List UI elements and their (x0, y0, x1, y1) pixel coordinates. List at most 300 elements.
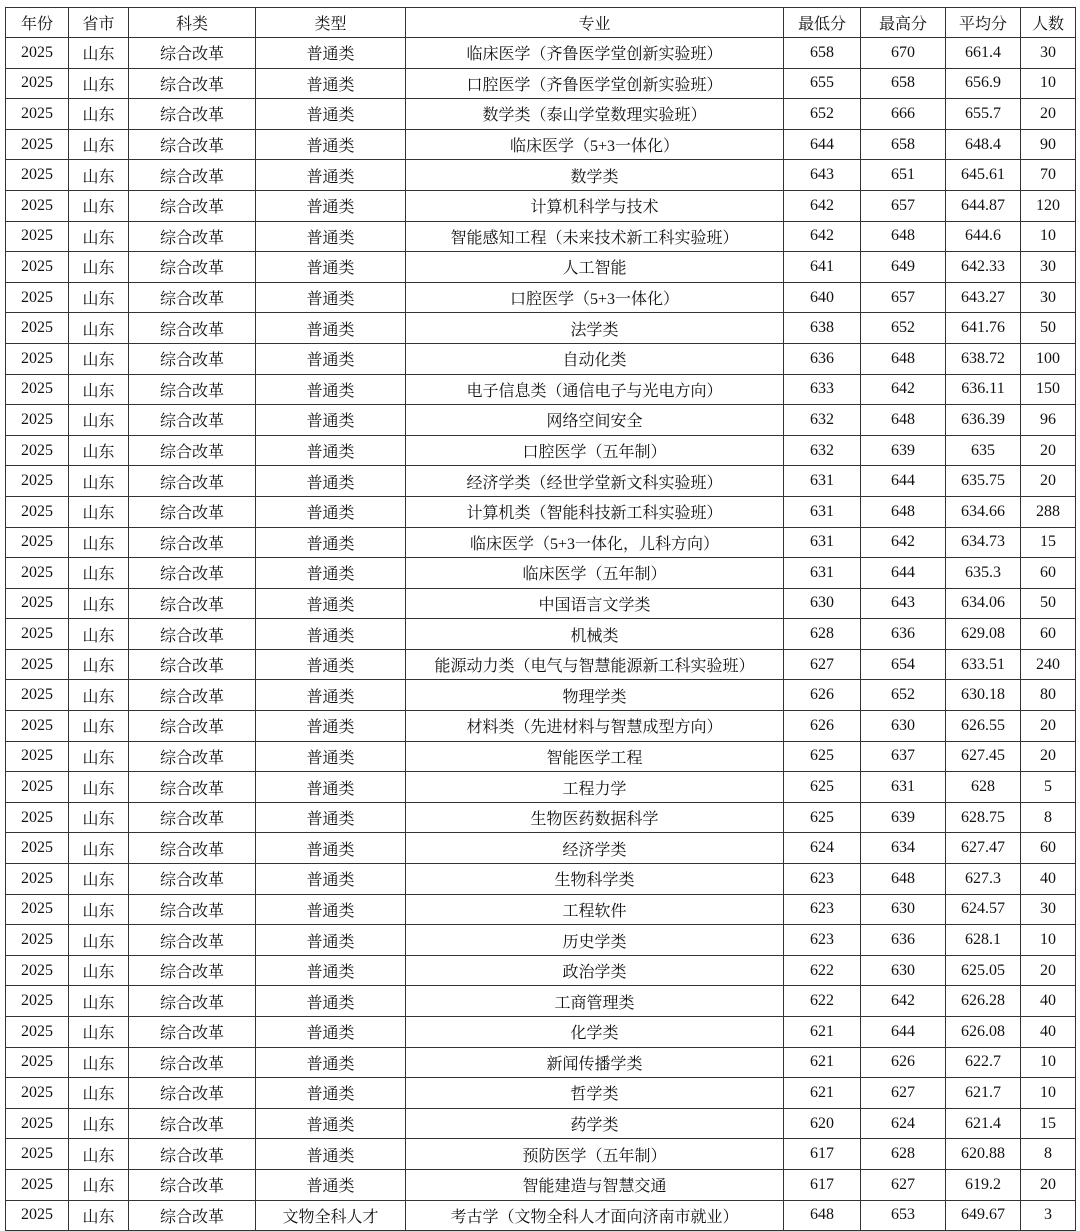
cell-max-score: 651 (861, 160, 946, 191)
table-row (6, 864, 1076, 895)
cell-subject-type: 综合改革 (129, 313, 256, 344)
cell-min-score: 621 (784, 1078, 861, 1109)
cell-category: 普通类 (256, 190, 406, 221)
cell-subject-type: 综合改革 (129, 190, 256, 221)
cell-province: 山东 (69, 190, 129, 221)
cell-major: 中国语言文学类 (406, 588, 784, 619)
cell-subject-type: 综合改革 (129, 38, 256, 69)
cell-min-score: 617 (784, 1169, 861, 1200)
cell-count: 10 (1021, 1078, 1076, 1109)
cell-max-score: 630 (861, 955, 946, 986)
cell-year: 2025 (6, 1169, 69, 1200)
cell-avg-score: 624.57 (946, 894, 1021, 925)
table-row (6, 1078, 1076, 1109)
cell-max-score: 657 (861, 282, 946, 313)
table-row (6, 1139, 1076, 1170)
cell-province: 山东 (69, 955, 129, 986)
cell-avg-score: 649.67 (946, 1200, 1021, 1231)
cell-category: 普通类 (256, 619, 406, 650)
cell-count: 10 (1021, 221, 1076, 252)
cell-max-score: 657 (861, 190, 946, 221)
cell-year: 2025 (6, 558, 69, 589)
cell-subject-type: 综合改革 (129, 282, 256, 313)
cell-province: 山东 (69, 588, 129, 619)
cell-year: 2025 (6, 190, 69, 221)
cell-max-score: 648 (861, 343, 946, 374)
cell-province: 山东 (69, 1078, 129, 1109)
cell-province: 山东 (69, 221, 129, 252)
cell-avg-score: 644.6 (946, 221, 1021, 252)
cell-major: 智能医学工程 (406, 741, 784, 772)
cell-min-score: 642 (784, 221, 861, 252)
cell-year: 2025 (6, 496, 69, 527)
cell-max-score: 639 (861, 802, 946, 833)
column-header-category: 类型 (256, 8, 406, 38)
cell-year: 2025 (6, 894, 69, 925)
cell-min-score: 623 (784, 894, 861, 925)
cell-avg-score: 628.75 (946, 802, 1021, 833)
cell-year: 2025 (6, 772, 69, 803)
cell-subject-type: 综合改革 (129, 1200, 256, 1231)
cell-max-score: 624 (861, 1108, 946, 1139)
cell-category: 普通类 (256, 527, 406, 558)
cell-min-score: 636 (784, 343, 861, 374)
cell-major: 物理学类 (406, 680, 784, 711)
cell-avg-score: 622.7 (946, 1047, 1021, 1078)
cell-category: 普通类 (256, 741, 406, 772)
cell-year: 2025 (6, 68, 69, 99)
cell-avg-score: 638.72 (946, 343, 1021, 374)
cell-avg-score: 655.7 (946, 99, 1021, 130)
cell-max-score: 670 (861, 38, 946, 69)
cell-major: 口腔医学（5+3一体化） (406, 282, 784, 313)
cell-year: 2025 (6, 711, 69, 742)
cell-min-score: 638 (784, 313, 861, 344)
cell-count: 10 (1021, 1047, 1076, 1078)
cell-min-score: 658 (784, 38, 861, 69)
cell-min-score: 623 (784, 925, 861, 956)
cell-major: 临床医学（5+3一体化） (406, 129, 784, 160)
cell-max-score: 626 (861, 1047, 946, 1078)
cell-max-score: 631 (861, 772, 946, 803)
cell-min-score: 632 (784, 405, 861, 436)
cell-major: 经济学类（经世学堂新文科实验班） (406, 466, 784, 497)
cell-year: 2025 (6, 680, 69, 711)
cell-max-score: 636 (861, 619, 946, 650)
cell-category: 普通类 (256, 833, 406, 864)
cell-count: 50 (1021, 588, 1076, 619)
cell-year: 2025 (6, 1200, 69, 1231)
cell-subject-type: 综合改革 (129, 405, 256, 436)
cell-category: 普通类 (256, 588, 406, 619)
cell-max-score: 628 (861, 1139, 946, 1170)
cell-year: 2025 (6, 619, 69, 650)
cell-province: 山东 (69, 1139, 129, 1170)
table-header-row (6, 8, 1076, 38)
cell-province: 山东 (69, 129, 129, 160)
cell-count: 150 (1021, 374, 1076, 405)
cell-max-score: 658 (861, 129, 946, 160)
cell-avg-score: 656.9 (946, 68, 1021, 99)
cell-category: 普通类 (256, 68, 406, 99)
cell-max-score: 630 (861, 894, 946, 925)
cell-province: 山东 (69, 405, 129, 436)
cell-major: 计算机类（智能科技新工科实验班） (406, 496, 784, 527)
cell-avg-score: 625.05 (946, 955, 1021, 986)
cell-count: 20 (1021, 741, 1076, 772)
cell-min-score: 641 (784, 252, 861, 283)
cell-major: 化学类 (406, 1017, 784, 1048)
cell-count: 40 (1021, 1017, 1076, 1048)
cell-avg-score: 645.61 (946, 160, 1021, 191)
cell-category: 文物全科人才 (256, 1200, 406, 1231)
cell-major: 工商管理类 (406, 986, 784, 1017)
cell-year: 2025 (6, 38, 69, 69)
cell-subject-type: 综合改革 (129, 466, 256, 497)
cell-year: 2025 (6, 466, 69, 497)
cell-major: 数学类 (406, 160, 784, 191)
cell-province: 山东 (69, 619, 129, 650)
cell-major: 临床医学（五年制） (406, 558, 784, 589)
cell-category: 普通类 (256, 313, 406, 344)
cell-max-score: 652 (861, 680, 946, 711)
cell-category: 普通类 (256, 1047, 406, 1078)
cell-major: 工程力学 (406, 772, 784, 803)
table-row (6, 894, 1076, 925)
cell-avg-score: 636.11 (946, 374, 1021, 405)
cell-avg-score: 633.51 (946, 649, 1021, 680)
cell-min-score: 626 (784, 680, 861, 711)
cell-category: 普通类 (256, 1169, 406, 1200)
cell-min-score: 631 (784, 527, 861, 558)
cell-max-score: 639 (861, 435, 946, 466)
cell-avg-score: 619.2 (946, 1169, 1021, 1200)
cell-subject-type: 综合改革 (129, 99, 256, 130)
cell-subject-type: 综合改革 (129, 711, 256, 742)
cell-count: 40 (1021, 864, 1076, 895)
cell-province: 山东 (69, 864, 129, 895)
cell-province: 山东 (69, 99, 129, 130)
cell-avg-score: 620.88 (946, 1139, 1021, 1170)
cell-major: 口腔医学（五年制） (406, 435, 784, 466)
cell-count: 40 (1021, 986, 1076, 1017)
cell-major: 人工智能 (406, 252, 784, 283)
cell-year: 2025 (6, 925, 69, 956)
cell-province: 山东 (69, 802, 129, 833)
cell-avg-score: 634.06 (946, 588, 1021, 619)
cell-category: 普通类 (256, 711, 406, 742)
cell-province: 山东 (69, 711, 129, 742)
cell-subject-type: 综合改革 (129, 252, 256, 283)
cell-subject-type: 综合改革 (129, 1047, 256, 1078)
cell-subject-type: 综合改革 (129, 1108, 256, 1139)
table-row (6, 282, 1076, 313)
cell-subject-type: 综合改革 (129, 558, 256, 589)
cell-subject-type: 综合改革 (129, 496, 256, 527)
cell-subject-type: 综合改革 (129, 680, 256, 711)
column-header-min-score: 最低分 (784, 8, 861, 38)
cell-major: 生物医药数据科学 (406, 802, 784, 833)
table-row (6, 343, 1076, 374)
cell-min-score: 627 (784, 649, 861, 680)
cell-year: 2025 (6, 1139, 69, 1170)
table-row (6, 38, 1076, 69)
cell-major: 生物科学类 (406, 864, 784, 895)
cell-max-score: 666 (861, 99, 946, 130)
cell-min-score: 632 (784, 435, 861, 466)
cell-count: 240 (1021, 649, 1076, 680)
cell-avg-score: 636.39 (946, 405, 1021, 436)
cell-count: 5 (1021, 772, 1076, 803)
cell-province: 山东 (69, 925, 129, 956)
cell-count: 20 (1021, 99, 1076, 130)
cell-province: 山东 (69, 68, 129, 99)
cell-major: 法学类 (406, 313, 784, 344)
cell-count: 96 (1021, 405, 1076, 436)
cell-subject-type: 综合改革 (129, 588, 256, 619)
table-row (6, 925, 1076, 956)
cell-max-score: 653 (861, 1200, 946, 1231)
cell-count: 50 (1021, 313, 1076, 344)
column-header-avg-score: 平均分 (946, 8, 1021, 38)
cell-count: 70 (1021, 160, 1076, 191)
cell-year: 2025 (6, 129, 69, 160)
cell-category: 普通类 (256, 894, 406, 925)
cell-min-score: 643 (784, 160, 861, 191)
cell-count: 20 (1021, 466, 1076, 497)
table-row (6, 1108, 1076, 1139)
table-row (6, 99, 1076, 130)
cell-year: 2025 (6, 864, 69, 895)
cell-min-score: 620 (784, 1108, 861, 1139)
cell-year: 2025 (6, 986, 69, 1017)
cell-avg-score: 629.08 (946, 619, 1021, 650)
cell-year: 2025 (6, 1017, 69, 1048)
table-row (6, 129, 1076, 160)
cell-major: 机械类 (406, 619, 784, 650)
table-row (6, 221, 1076, 252)
cell-subject-type: 综合改革 (129, 772, 256, 803)
cell-min-score: 642 (784, 190, 861, 221)
cell-major: 药学类 (406, 1108, 784, 1139)
cell-avg-score: 630.18 (946, 680, 1021, 711)
column-header-subject-type: 科类 (129, 8, 256, 38)
cell-province: 山东 (69, 1169, 129, 1200)
cell-year: 2025 (6, 343, 69, 374)
cell-max-score: 643 (861, 588, 946, 619)
cell-category: 普通类 (256, 496, 406, 527)
cell-category: 普通类 (256, 802, 406, 833)
cell-major: 能源动力类（电气与智慧能源新工科实验班） (406, 649, 784, 680)
cell-province: 山东 (69, 282, 129, 313)
table-row (6, 986, 1076, 1017)
cell-province: 山东 (69, 1200, 129, 1231)
cell-category: 普通类 (256, 955, 406, 986)
table-row (6, 1017, 1076, 1048)
cell-max-score: 648 (861, 864, 946, 895)
cell-major: 哲学类 (406, 1078, 784, 1109)
cell-province: 山东 (69, 772, 129, 803)
cell-year: 2025 (6, 435, 69, 466)
cell-min-score: 631 (784, 558, 861, 589)
cell-year: 2025 (6, 833, 69, 864)
cell-max-score: 627 (861, 1078, 946, 1109)
table-row (6, 190, 1076, 221)
cell-count: 20 (1021, 435, 1076, 466)
cell-major: 新闻传播学类 (406, 1047, 784, 1078)
cell-min-score: 625 (784, 741, 861, 772)
cell-major: 预防医学（五年制） (406, 1139, 784, 1170)
cell-min-score: 625 (784, 802, 861, 833)
cell-count: 90 (1021, 129, 1076, 160)
cell-max-score: 627 (861, 1169, 946, 1200)
table-row (6, 1200, 1076, 1231)
cell-subject-type: 综合改革 (129, 619, 256, 650)
cell-min-score: 628 (784, 619, 861, 650)
cell-avg-score: 621.4 (946, 1108, 1021, 1139)
cell-category: 普通类 (256, 221, 406, 252)
cell-count: 20 (1021, 1169, 1076, 1200)
table-row (6, 435, 1076, 466)
cell-category: 普通类 (256, 405, 406, 436)
cell-subject-type: 综合改革 (129, 1078, 256, 1109)
cell-major: 智能建造与智慧交通 (406, 1169, 784, 1200)
table-row (6, 649, 1076, 680)
cell-category: 普通类 (256, 38, 406, 69)
cell-major: 经济学类 (406, 833, 784, 864)
cell-year: 2025 (6, 741, 69, 772)
cell-category: 普通类 (256, 466, 406, 497)
cell-category: 普通类 (256, 1139, 406, 1170)
cell-count: 288 (1021, 496, 1076, 527)
cell-avg-score: 635 (946, 435, 1021, 466)
cell-year: 2025 (6, 252, 69, 283)
cell-min-score: 626 (784, 711, 861, 742)
cell-year: 2025 (6, 160, 69, 191)
cell-category: 普通类 (256, 864, 406, 895)
cell-category: 普通类 (256, 772, 406, 803)
cell-province: 山东 (69, 160, 129, 191)
column-header-year: 年份 (6, 8, 69, 38)
cell-category: 普通类 (256, 1108, 406, 1139)
cell-subject-type: 综合改革 (129, 741, 256, 772)
cell-major: 政治学类 (406, 955, 784, 986)
cell-count: 20 (1021, 955, 1076, 986)
cell-count: 20 (1021, 711, 1076, 742)
cell-subject-type: 综合改革 (129, 1139, 256, 1170)
cell-major: 考古学（文物全科人才面向济南市就业） (406, 1200, 784, 1231)
cell-major: 材料类（先进材料与智慧成型方向） (406, 711, 784, 742)
cell-province: 山东 (69, 1017, 129, 1048)
cell-avg-score: 635.75 (946, 466, 1021, 497)
cell-subject-type: 综合改革 (129, 649, 256, 680)
cell-category: 普通类 (256, 160, 406, 191)
cell-avg-score: 635.3 (946, 558, 1021, 589)
cell-count: 10 (1021, 925, 1076, 956)
cell-year: 2025 (6, 1047, 69, 1078)
cell-year: 2025 (6, 802, 69, 833)
column-header-province: 省市 (69, 8, 129, 38)
cell-max-score: 644 (861, 558, 946, 589)
cell-max-score: 644 (861, 466, 946, 497)
cell-year: 2025 (6, 313, 69, 344)
cell-major: 网络空间安全 (406, 405, 784, 436)
cell-subject-type: 综合改革 (129, 894, 256, 925)
cell-year: 2025 (6, 282, 69, 313)
cell-major: 临床医学（5+3一体化，儿科方向） (406, 527, 784, 558)
admission-scores-table (5, 7, 1076, 1231)
cell-min-score: 621 (784, 1047, 861, 1078)
cell-count: 8 (1021, 802, 1076, 833)
table-row (6, 802, 1076, 833)
cell-subject-type: 综合改革 (129, 527, 256, 558)
column-header-count: 人数 (1021, 8, 1076, 38)
cell-major: 自动化类 (406, 343, 784, 374)
cell-count: 120 (1021, 190, 1076, 221)
cell-major: 智能感知工程（未来技术新工科实验班） (406, 221, 784, 252)
cell-year: 2025 (6, 955, 69, 986)
cell-avg-score: 628.1 (946, 925, 1021, 956)
cell-major: 口腔医学（齐鲁医学堂创新实验班） (406, 68, 784, 99)
cell-category: 普通类 (256, 558, 406, 589)
cell-subject-type: 综合改革 (129, 955, 256, 986)
cell-province: 山东 (69, 1108, 129, 1139)
cell-max-score: 642 (861, 986, 946, 1017)
table-row (6, 1047, 1076, 1078)
cell-subject-type: 综合改革 (129, 925, 256, 956)
cell-min-score: 631 (784, 496, 861, 527)
cell-year: 2025 (6, 374, 69, 405)
cell-avg-score: 626.28 (946, 986, 1021, 1017)
cell-max-score: 648 (861, 221, 946, 252)
cell-year: 2025 (6, 649, 69, 680)
cell-avg-score: 648.4 (946, 129, 1021, 160)
cell-province: 山东 (69, 38, 129, 69)
cell-year: 2025 (6, 527, 69, 558)
cell-subject-type: 综合改革 (129, 129, 256, 160)
cell-avg-score: 627.45 (946, 741, 1021, 772)
cell-major: 电子信息类（通信电子与光电方向） (406, 374, 784, 405)
cell-year: 2025 (6, 221, 69, 252)
cell-min-score: 630 (784, 588, 861, 619)
cell-subject-type: 综合改革 (129, 1017, 256, 1048)
cell-province: 山东 (69, 986, 129, 1017)
cell-count: 30 (1021, 252, 1076, 283)
cell-count: 15 (1021, 527, 1076, 558)
cell-count: 60 (1021, 619, 1076, 650)
cell-province: 山东 (69, 680, 129, 711)
cell-count: 100 (1021, 343, 1076, 374)
cell-min-score: 640 (784, 282, 861, 313)
cell-min-score: 655 (784, 68, 861, 99)
cell-province: 山东 (69, 833, 129, 864)
cell-min-score: 621 (784, 1017, 861, 1048)
cell-count: 80 (1021, 680, 1076, 711)
cell-category: 普通类 (256, 129, 406, 160)
cell-min-score: 633 (784, 374, 861, 405)
table-row (6, 252, 1076, 283)
cell-min-score: 617 (784, 1139, 861, 1170)
cell-category: 普通类 (256, 435, 406, 466)
cell-avg-score: 643.27 (946, 282, 1021, 313)
cell-year: 2025 (6, 588, 69, 619)
cell-max-score: 634 (861, 833, 946, 864)
cell-category: 普通类 (256, 925, 406, 956)
cell-avg-score: 621.7 (946, 1078, 1021, 1109)
cell-category: 普通类 (256, 986, 406, 1017)
table-row (6, 374, 1076, 405)
cell-avg-score: 626.55 (946, 711, 1021, 742)
